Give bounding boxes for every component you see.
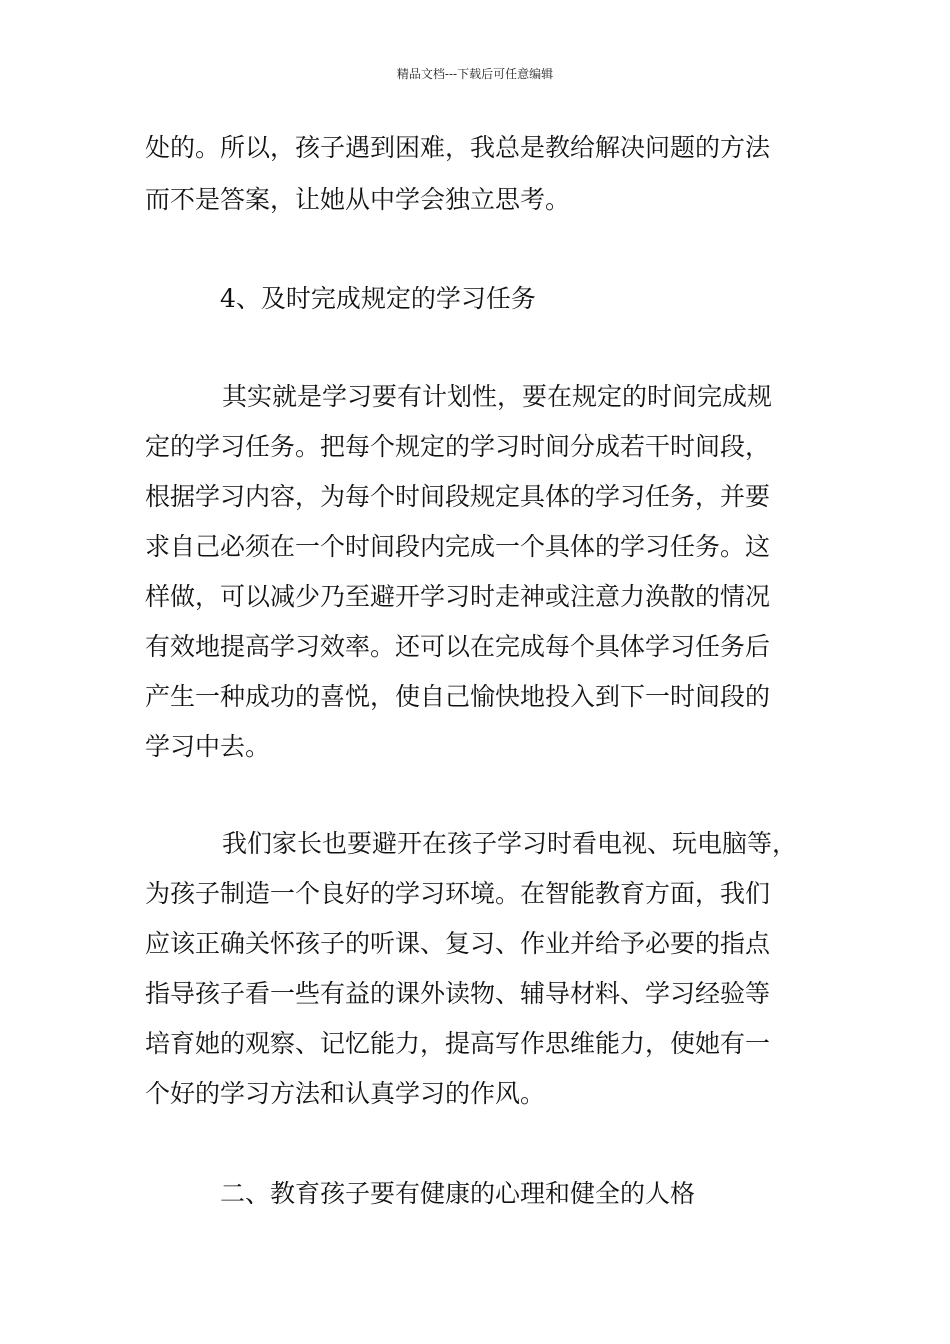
text-line: 应该正确关怀孩子的听课、复习、作业并给予必要的指点 <box>145 929 771 958</box>
text-line: 定的学习任务。把每个规定的学习时间分成若干时间段， <box>145 432 771 461</box>
text-line: 产生一种成功的喜悦，使自己愉快地投入到下一时间段的 <box>145 682 771 711</box>
text-line: 个好的学习方法和认真学习的作风。 <box>145 1079 546 1108</box>
text-line: 为孩子制造一个良好的学习环境。在智能教育方面，我们 <box>145 879 771 908</box>
paragraph-first-line: 其实就是学习要有计划性，要在规定的时间完成规 <box>222 382 773 411</box>
text-line: 有效地提高学习效率。还可以在完成每个具体学习任务后 <box>145 632 771 661</box>
text-line: 样做，可以减少乃至避开学习时走神或注意力涣散的情况 <box>145 582 771 611</box>
paragraph-first-line: 我们家长也要避开在孩子学习时看电视、玩电脑等， <box>222 829 798 858</box>
page-header: 精品文档---下载后可任意编辑 <box>396 67 554 81</box>
text-line: 学习中去。 <box>145 732 271 761</box>
text-line: 培育她的观察、记忆能力，提高写作思维能力，使她有一 <box>145 1029 771 1058</box>
text-line: 根据学习内容，为每个时间段规定具体的学习任务，并要 <box>145 482 771 511</box>
text-line: 处的。所以，孩子遇到困难，我总是教给解决问题的方法 <box>145 133 771 162</box>
section-heading: 二、教育孩子要有健康的心理和健全的人格 <box>220 1179 696 1208</box>
text-line: 而不是答案，让她从中学会独立思考。 <box>145 185 571 214</box>
section-heading: 4、及时完成规定的学习任务 <box>220 284 536 313</box>
text-line: 指导孩子看一些有益的课外读物、辅导材料、学习经验等 <box>145 979 771 1008</box>
text-line: 求自己必须在一个时间段内完成一个具体的学习任务。这 <box>145 532 771 561</box>
